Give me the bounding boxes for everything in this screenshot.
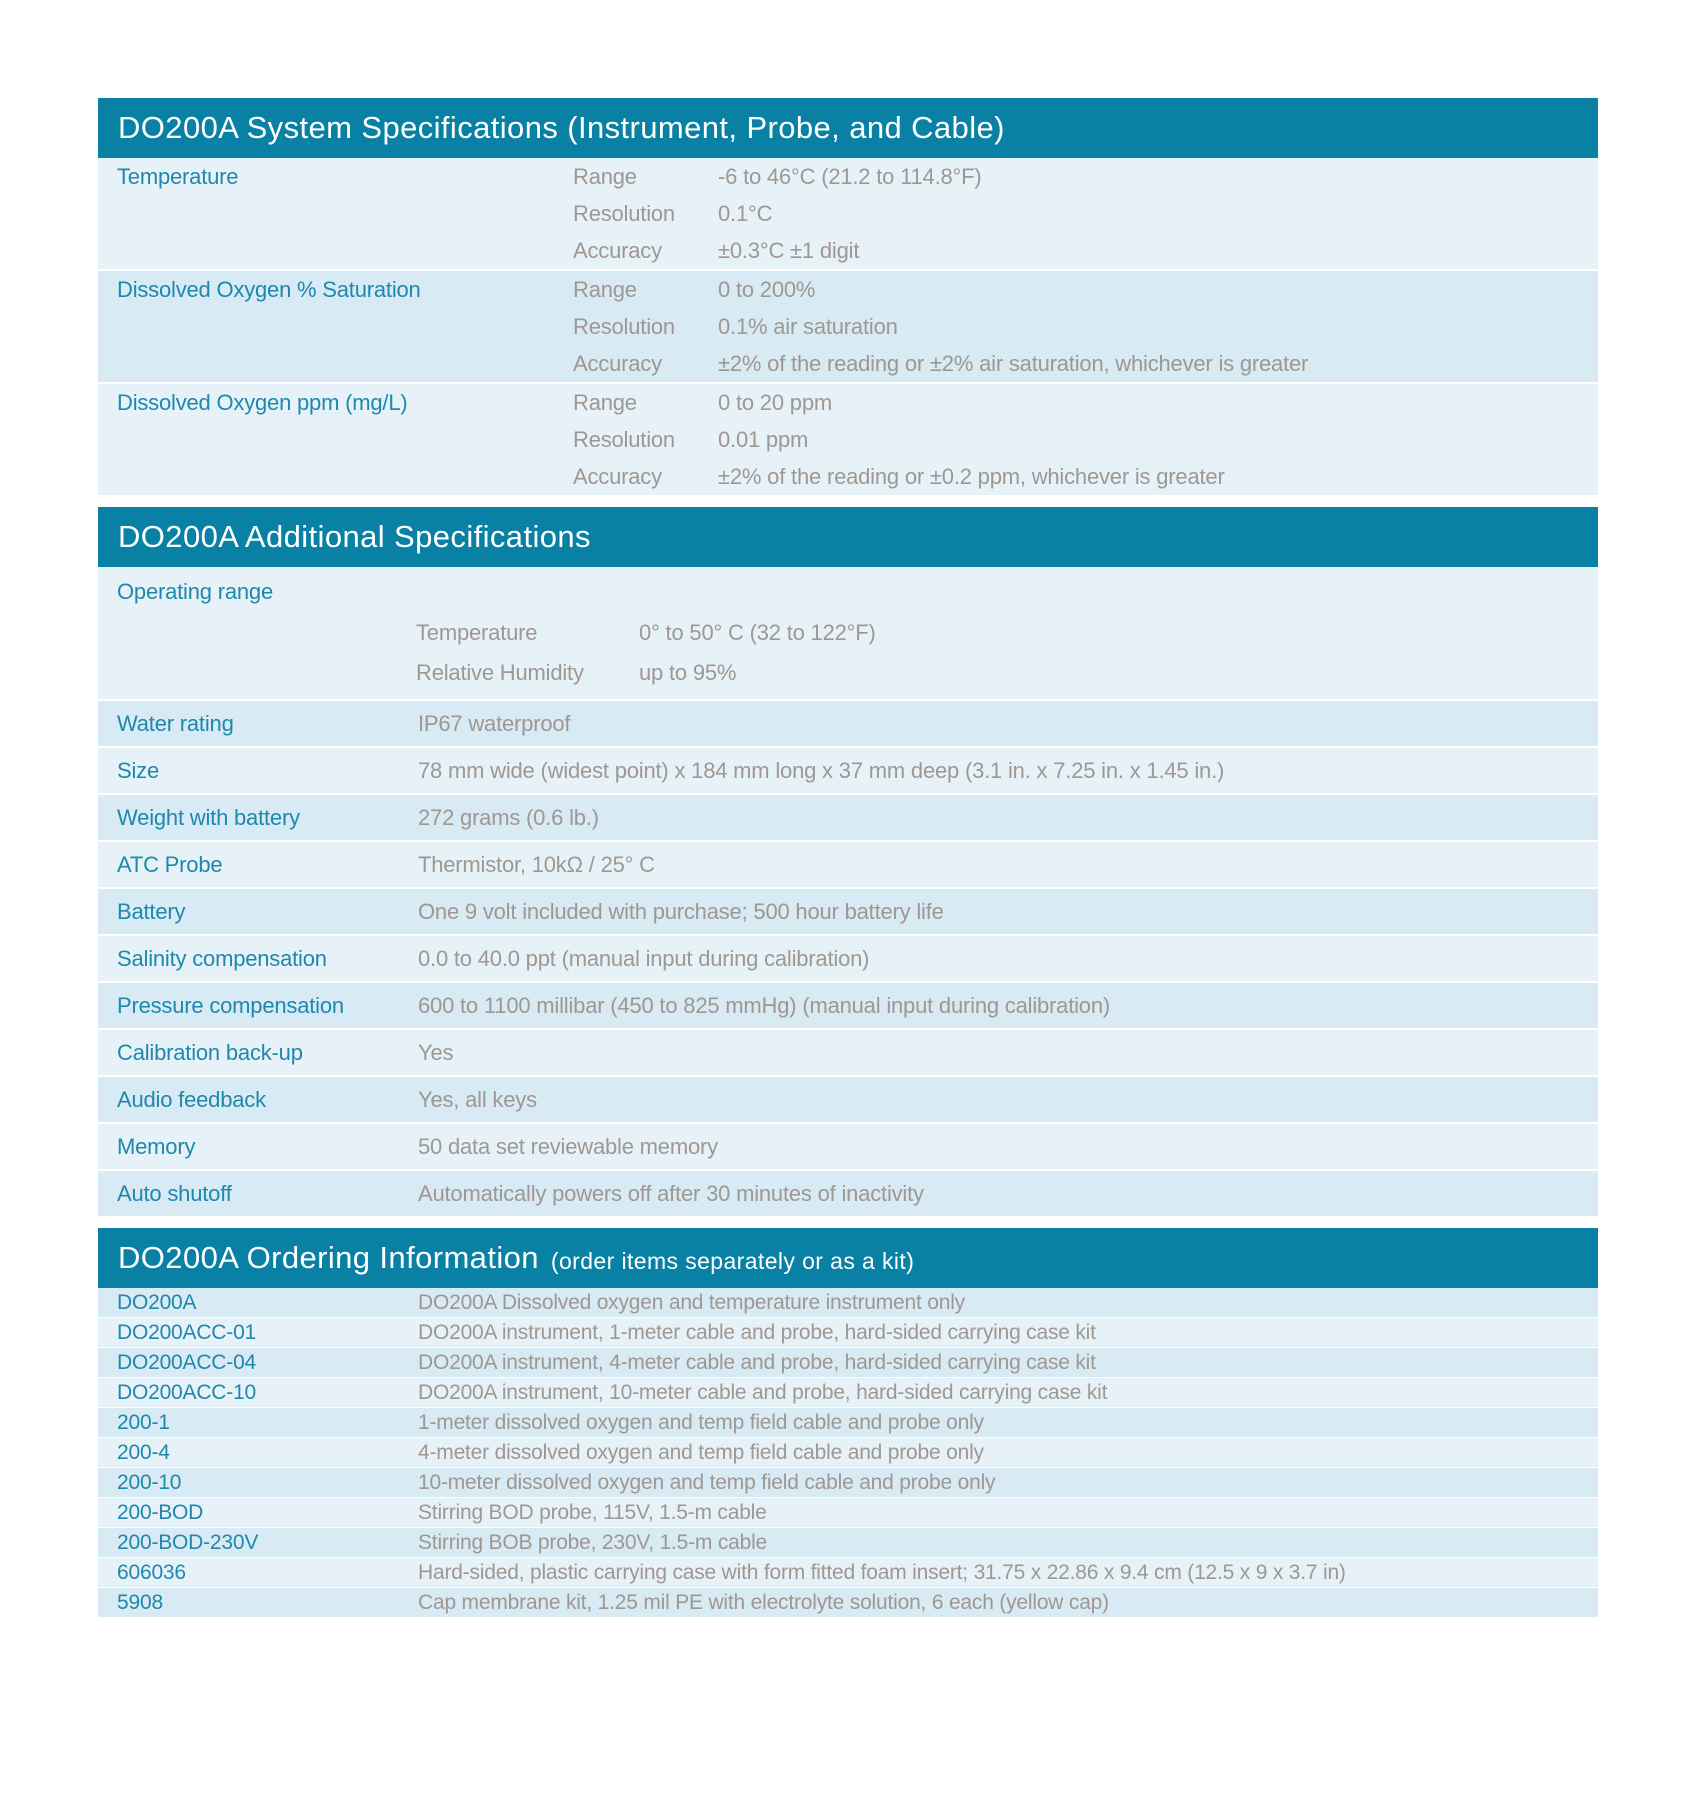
spec-value: Yes: [418, 1039, 454, 1065]
spec-value: -6 to 46°C (21.2 to 114.8°F): [718, 164, 982, 189]
order-description: Cap membrane kit, 1.25 mil PE with electrolyte solution, 6 each (yellow cap): [418, 1590, 1109, 1614]
section-title: DO200A Ordering Information: [118, 1240, 539, 1275]
spec-value: One 9 volt included with purchase; 500 hour battery life: [418, 898, 944, 924]
spec-row-operating-range: [98, 567, 1598, 699]
section-header-ordering-information: [98, 1228, 1598, 1288]
spec-value: 0.0 to 40.0 ppt (manual input during calibration): [418, 945, 870, 971]
spec-label: Operating range: [117, 579, 273, 604]
spec-group-label: Dissolved Oxygen ppm (mg/L): [117, 390, 408, 415]
spec-group-do-ppm: [98, 384, 1598, 495]
spec-label: Weight with battery: [117, 804, 300, 830]
spec-sub-label: Accuracy: [573, 238, 662, 263]
order-code: 606036: [117, 1560, 186, 1584]
spec-label: Memory: [117, 1133, 196, 1159]
section-subtitle: (order items separately or as a kit): [550, 1247, 915, 1274]
spec-value: ±2% of the reading or ±2% air saturation, whichever is greater: [718, 351, 1309, 376]
spec-row-water-rating: [98, 701, 1598, 746]
spec-label: Audio feedback: [117, 1086, 266, 1112]
order-row: [98, 1408, 1598, 1437]
spec-sub-label: Resolution: [573, 427, 675, 452]
spec-label: Pressure compensation: [117, 992, 344, 1018]
spec-value: 0° to 50° C (32 to 122°F): [639, 620, 876, 645]
order-description: DO200A instrument, 1-meter cable and probe, hard-sided carrying case kit: [418, 1320, 1096, 1344]
spec-row-battery: [98, 889, 1598, 934]
order-row: [98, 1588, 1598, 1617]
order-description: Hard-sided, plastic carrying case with form fitted foam insert; 31.75 x 22.86 x 9.4 cm (12.5 x 9 x 3.7 in): [418, 1560, 1346, 1584]
spec-label: Auto shutoff: [117, 1180, 232, 1206]
order-description: DO200A Dissolved oxygen and temperature instrument only: [418, 1290, 965, 1314]
order-row: [98, 1438, 1598, 1467]
order-row: [98, 1288, 1598, 1317]
spec-sub-label: Relative Humidity: [416, 660, 584, 685]
section-title: DO200A System Specifications (Instrument, Probe, and Cable): [118, 110, 1005, 145]
spec-value: Automatically powers off after 30 minutes of inactivity: [418, 1180, 924, 1206]
order-code: DO200ACC-10: [117, 1380, 257, 1404]
spec-value: 78 mm wide (widest point) x 184 mm long x 37 mm deep (3.1 in. x 7.25 in. x 1.45 in.): [418, 757, 1225, 783]
order-code: DO200ACC-01: [117, 1320, 257, 1344]
spec-label: Battery: [117, 898, 186, 924]
order-code: 200-1: [117, 1410, 170, 1434]
spec-label: Calibration back-up: [117, 1039, 303, 1065]
order-row: [98, 1378, 1598, 1407]
order-row: [98, 1318, 1598, 1347]
spec-row-calibration-backup: [98, 1030, 1598, 1075]
order-row: [98, 1558, 1598, 1587]
order-description: 10-meter dissolved oxygen and temp field cable and probe only: [418, 1470, 996, 1494]
spec-sub-label: Accuracy: [573, 351, 662, 376]
spec-label: ATC Probe: [117, 851, 223, 877]
order-description: 1-meter dissolved oxygen and temp field cable and probe only: [418, 1410, 984, 1434]
order-code: 200-BOD: [117, 1500, 204, 1524]
spec-label: Water rating: [117, 710, 234, 736]
spec-value: 0 to 20 ppm: [718, 390, 832, 415]
order-description: 4-meter dissolved oxygen and temp field cable and probe only: [418, 1440, 984, 1464]
section-header-system-specifications: [98, 98, 1598, 158]
order-description: DO200A instrument, 4-meter cable and probe, hard-sided carrying case kit: [418, 1350, 1096, 1374]
spec-value: 0.1°C: [718, 201, 773, 226]
spec-sub-label: Range: [573, 390, 637, 415]
spec-row-salinity: [98, 936, 1598, 981]
order-code: 5908: [117, 1590, 163, 1614]
spec-value: Yes, all keys: [418, 1086, 537, 1112]
spec-row-audio-feedback: [98, 1077, 1598, 1122]
spec-value: 50 data set reviewable memory: [418, 1133, 718, 1159]
spec-sub-label: Range: [573, 164, 637, 189]
order-description: Stirring BOB probe, 230V, 1.5-m cable: [418, 1530, 768, 1554]
spec-sub-label: Accuracy: [573, 464, 662, 489]
spec-value: up to 95%: [639, 660, 737, 685]
order-row: [98, 1468, 1598, 1497]
spec-row-auto-shutoff: [98, 1171, 1598, 1216]
spec-sub-label: Range: [573, 277, 637, 302]
spec-value: 0.01 ppm: [718, 427, 809, 452]
spec-value: ±2% of the reading or ±0.2 ppm, whichever is greater: [718, 464, 1225, 489]
spec-group-do-saturation: [98, 271, 1598, 382]
spec-row-weight: [98, 795, 1598, 840]
spec-row-size: [98, 748, 1598, 793]
spec-sub-label: Resolution: [573, 201, 675, 226]
spec-sheet: [98, 98, 1598, 1618]
spec-label: Size: [117, 757, 159, 783]
section-header-additional-specifications: [98, 507, 1598, 567]
spec-group-label: Temperature: [117, 164, 239, 189]
order-code: DO200A: [117, 1290, 197, 1314]
spec-row-pressure: [98, 983, 1598, 1028]
order-code: 200-10: [117, 1470, 182, 1494]
spec-value: 600 to 1100 millibar (450 to 825 mmHg) (manual input during calibration): [418, 992, 1111, 1018]
spec-value: 0 to 200%: [718, 277, 816, 302]
section-title: DO200A Additional Specifications: [118, 519, 591, 554]
spec-value: ±0.3°C ±1 digit: [718, 238, 860, 263]
order-row: [98, 1528, 1598, 1557]
order-description: DO200A instrument, 10-meter cable and probe, hard-sided carrying case kit: [418, 1380, 1108, 1404]
spec-row-atc-probe: [98, 842, 1598, 887]
spec-row-memory: [98, 1124, 1598, 1169]
spec-value: 272 grams (0.6 lb.): [418, 804, 599, 830]
spec-value: Thermistor, 10kΩ / 25° C: [418, 851, 655, 877]
spec-group-temperature: [98, 158, 1598, 269]
spec-value: IP67 waterproof: [418, 710, 571, 736]
order-code: 200-4: [117, 1440, 170, 1464]
order-code: DO200ACC-04: [117, 1350, 257, 1374]
order-description: Stirring BOD probe, 115V, 1.5-m cable: [418, 1500, 767, 1524]
spec-label: Salinity compensation: [117, 945, 327, 971]
order-row: [98, 1498, 1598, 1527]
order-code: 200-BOD-230V: [117, 1530, 259, 1554]
spec-sub-label: Resolution: [573, 314, 675, 339]
order-row: [98, 1348, 1598, 1377]
spec-value: 0.1% air saturation: [718, 314, 898, 339]
spec-sub-label: Temperature: [416, 620, 538, 645]
spec-group-label: Dissolved Oxygen % Saturation: [117, 277, 421, 302]
